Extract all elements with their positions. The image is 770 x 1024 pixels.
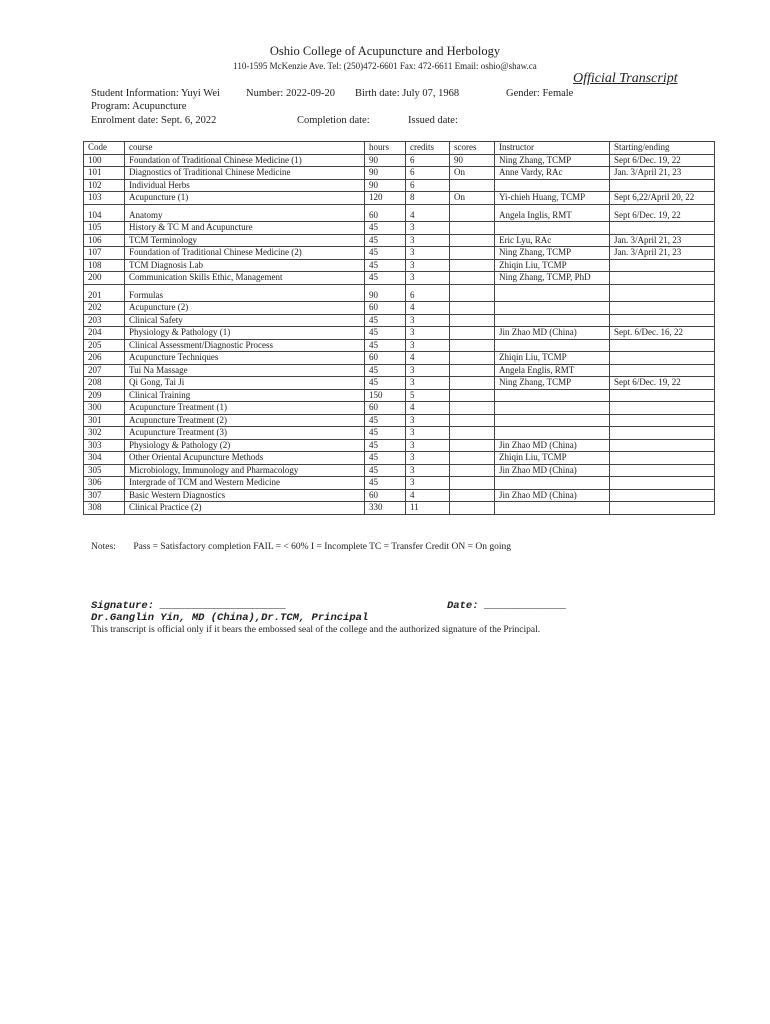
table-cell — [450, 284, 495, 302]
table-cell: 205 — [84, 339, 125, 352]
student-information: Student Information: Yuyi Wei — [91, 88, 220, 99]
table-cell: Anne Vardy, RAc — [495, 167, 610, 180]
table-row — [84, 247, 715, 260]
column-header: Instructor — [495, 142, 610, 155]
table-cell: 5 — [406, 389, 450, 402]
table-cell: 45 — [365, 364, 406, 377]
table-row — [84, 327, 715, 340]
table-cell: Formulas — [125, 284, 365, 302]
table-cell — [450, 204, 495, 222]
table-cell: 45 — [365, 464, 406, 477]
table-cell: 3 — [406, 439, 450, 452]
table-cell: 3 — [406, 477, 450, 490]
table-cell — [495, 339, 610, 352]
table-cell: 3 — [406, 414, 450, 427]
table-cell: 45 — [365, 222, 406, 235]
table-cell: Physiology & Pathology (2) — [125, 439, 365, 452]
table-cell: 45 — [365, 452, 406, 465]
table-cell: 120 — [365, 192, 406, 205]
table-cell: 60 — [365, 402, 406, 415]
table-cell — [450, 339, 495, 352]
table-cell: Jin Zhao MD (China) — [495, 464, 610, 477]
table-cell: 90 — [365, 167, 406, 180]
table-cell: 45 — [365, 427, 406, 440]
table-row — [84, 352, 715, 365]
table-cell: 4 — [406, 204, 450, 222]
table-cell: 8 — [406, 192, 450, 205]
table-cell: 45 — [365, 439, 406, 452]
table-cell — [450, 364, 495, 377]
table-cell: 90 — [365, 179, 406, 192]
table-cell: 204 — [84, 327, 125, 340]
table-cell: Ning Zhang, TCMP, PhD — [495, 272, 610, 285]
table-cell — [610, 179, 715, 192]
table-cell — [495, 402, 610, 415]
table-cell — [610, 314, 715, 327]
table-row — [84, 414, 715, 427]
table-cell: 6 — [406, 154, 450, 167]
column-header: scores — [450, 142, 495, 155]
table-cell: 308 — [84, 502, 125, 515]
table-cell: 3 — [406, 247, 450, 260]
table-cell: 106 — [84, 234, 125, 247]
table-row — [84, 272, 715, 285]
table-cell: Clinical Assessment/Diagnostic Process — [125, 339, 365, 352]
table-cell — [610, 259, 715, 272]
table-cell: 200 — [84, 272, 125, 285]
table-cell — [450, 302, 495, 315]
disclaimer: This transcript is official only if it bears the embossed seal of the college and the authorized signature of the Principal. — [91, 625, 541, 635]
table-cell: 45 — [365, 234, 406, 247]
table-row — [84, 204, 715, 222]
table-cell: Sept 6/Dec. 19, 22 — [610, 154, 715, 167]
table-cell — [450, 477, 495, 490]
table-cell: 107 — [84, 247, 125, 260]
table-cell: 3 — [406, 222, 450, 235]
table-cell: 60 — [365, 204, 406, 222]
table-cell: Ning Zhang, TCMP — [495, 247, 610, 260]
table-cell: Jan. 3/April 21, 23 — [610, 167, 715, 180]
column-header: course — [125, 142, 365, 155]
table-cell — [610, 364, 715, 377]
table-cell — [610, 452, 715, 465]
table-cell — [450, 439, 495, 452]
table-cell — [450, 427, 495, 440]
table-cell: Jin Zhao MD (China) — [495, 489, 610, 502]
table-row — [84, 167, 715, 180]
program: Program: Acupuncture — [91, 101, 187, 112]
college-contact: 110-1595 McKenzie Ave. Tel: (250)472-6601 Fax: 472-6611 Email: oshio@shaw.ca — [233, 61, 537, 71]
table-cell: 3 — [406, 364, 450, 377]
table-row — [84, 192, 715, 205]
table-cell: 4 — [406, 302, 450, 315]
table-cell — [610, 272, 715, 285]
table-cell — [450, 377, 495, 390]
table-cell: 90 — [365, 284, 406, 302]
table-cell: Foundation of Traditional Chinese Medicine (2) — [125, 247, 365, 260]
table-cell: 101 — [84, 167, 125, 180]
table-cell: 303 — [84, 439, 125, 452]
table-cell — [610, 477, 715, 490]
table-row — [84, 477, 715, 490]
table-cell: 104 — [84, 204, 125, 222]
table-cell — [610, 427, 715, 440]
table-row — [84, 302, 715, 315]
table-cell: Acupuncture Treatment (3) — [125, 427, 365, 440]
table-cell: 209 — [84, 389, 125, 402]
table-row — [84, 314, 715, 327]
table-cell: Jin Zhao MD (China) — [495, 439, 610, 452]
table-cell: Anatomy — [125, 204, 365, 222]
table-cell: Sept. 6/Dec. 16, 22 — [610, 327, 715, 340]
table-cell: TCM Terminology — [125, 234, 365, 247]
table-cell: 201 — [84, 284, 125, 302]
notes — [91, 542, 511, 552]
table-cell — [450, 234, 495, 247]
table-cell: Qi Gong, Tai Ji — [125, 377, 365, 390]
table-cell — [450, 259, 495, 272]
table-cell: 330 — [365, 502, 406, 515]
completion-date: Completion date: — [297, 115, 370, 126]
table-cell: Foundation of Traditional Chinese Medicine (1) — [125, 154, 365, 167]
table-cell: 306 — [84, 477, 125, 490]
table-cell: 3 — [406, 314, 450, 327]
table-cell: 3 — [406, 259, 450, 272]
table-cell — [450, 414, 495, 427]
table-cell: 45 — [365, 477, 406, 490]
table-cell: 4 — [406, 402, 450, 415]
table-cell — [450, 352, 495, 365]
table-cell: Communication Skills Ethic, Management — [125, 272, 365, 285]
table-cell — [450, 179, 495, 192]
table-cell: 302 — [84, 427, 125, 440]
table-cell: 100 — [84, 154, 125, 167]
table-row — [84, 284, 715, 302]
table-cell: 3 — [406, 234, 450, 247]
table-cell: 6 — [406, 179, 450, 192]
table-cell: Zhiqin Liu, TCMP — [495, 452, 610, 465]
table-cell: 3 — [406, 452, 450, 465]
table-cell — [495, 222, 610, 235]
table-cell: Acupuncture Treatment (1) — [125, 402, 365, 415]
table-cell: 203 — [84, 314, 125, 327]
table-cell: 305 — [84, 464, 125, 477]
table-cell: 3 — [406, 464, 450, 477]
issued-date: Issued date: — [408, 115, 458, 126]
table-cell — [610, 389, 715, 402]
official-transcript-title: Official Transcript — [573, 71, 678, 86]
table-cell — [610, 402, 715, 415]
table-cell — [450, 327, 495, 340]
table-row — [84, 402, 715, 415]
course-table — [83, 141, 715, 515]
table-cell: 45 — [365, 339, 406, 352]
column-header: credits — [406, 142, 450, 155]
table-cell — [450, 272, 495, 285]
table-cell — [495, 302, 610, 315]
table-cell — [450, 247, 495, 260]
enrolment-date: Enrolment date: Sept. 6, 2022 — [91, 115, 217, 126]
column-header: hours — [365, 142, 406, 155]
table-cell: Physiology & Pathology (1) — [125, 327, 365, 340]
table-cell: Clinical Safety — [125, 314, 365, 327]
table-row — [84, 502, 715, 515]
table-cell — [450, 452, 495, 465]
table-cell: 3 — [406, 339, 450, 352]
table-row — [84, 427, 715, 440]
table-row — [84, 377, 715, 390]
table-cell: Ning Zhang, TCMP — [495, 377, 610, 390]
principal-name: Dr.Ganglin Yin, MD (China),Dr.TCM, Principal — [91, 612, 369, 624]
table-cell — [495, 477, 610, 490]
table-cell — [495, 314, 610, 327]
table-cell: TCM Diagnosis Lab — [125, 259, 365, 272]
table-cell: Eric Lyu, RAc — [495, 234, 610, 247]
table-cell — [450, 502, 495, 515]
table-row — [84, 222, 715, 235]
table-cell: 4 — [406, 489, 450, 502]
table-cell: 304 — [84, 452, 125, 465]
table-cell — [450, 314, 495, 327]
table-cell — [450, 402, 495, 415]
table-row — [84, 154, 715, 167]
table-row — [84, 234, 715, 247]
gender: Gender: Female — [506, 88, 574, 99]
column-header: Starting/ending — [610, 142, 715, 155]
table-cell: Angela Englis, RMT — [495, 364, 610, 377]
table-cell — [610, 339, 715, 352]
table-cell: Tui Na Massage — [125, 364, 365, 377]
table-cell — [495, 502, 610, 515]
table-cell — [610, 502, 715, 515]
table-cell: 60 — [365, 489, 406, 502]
table-cell: Microbiology, Immunology and Pharmacology — [125, 464, 365, 477]
table-cell — [495, 179, 610, 192]
table-cell: 102 — [84, 179, 125, 192]
table-cell: 45 — [365, 247, 406, 260]
table-cell: 108 — [84, 259, 125, 272]
table-cell: 206 — [84, 352, 125, 365]
table-cell — [495, 427, 610, 440]
table-cell: 3 — [406, 327, 450, 340]
table-cell: 90 — [365, 154, 406, 167]
table-cell: 6 — [406, 167, 450, 180]
table-cell: Zhiqin Liu, TCMP — [495, 259, 610, 272]
table-cell: Jan. 3/April 21, 23 — [610, 234, 715, 247]
table-cell: 300 — [84, 402, 125, 415]
table-cell: 45 — [365, 272, 406, 285]
table-row — [84, 179, 715, 192]
table-cell — [610, 302, 715, 315]
table-cell: 301 — [84, 414, 125, 427]
table-cell: 6 — [406, 284, 450, 302]
table-cell: 150 — [365, 389, 406, 402]
table-row — [84, 452, 715, 465]
table-cell: 4 — [406, 352, 450, 365]
table-cell: Sept 6/Dec. 19, 22 — [610, 377, 715, 390]
table-cell: 45 — [365, 414, 406, 427]
notes-text: Pass = Satisfactory completion FAIL = < 60% I = Incomplete TC = Transfer Credit ON = On going — [133, 542, 511, 552]
birth-date: Birth date: July 07, 1968 — [355, 88, 460, 99]
table-cell — [495, 389, 610, 402]
table-cell: 3 — [406, 377, 450, 390]
table-cell: 11 — [406, 502, 450, 515]
table-cell: 60 — [365, 352, 406, 365]
college-name: Oshio College of Acupuncture and Herbology — [269, 44, 501, 58]
table-cell: 103 — [84, 192, 125, 205]
table-cell: Acupuncture (1) — [125, 192, 365, 205]
table-cell: History & TC M and Acupuncture — [125, 222, 365, 235]
table-cell — [610, 284, 715, 302]
table-cell — [610, 464, 715, 477]
signature-line: Signature: ____________________ — [91, 600, 287, 612]
table-cell: Jan. 3/April 21, 23 — [610, 247, 715, 260]
table-cell — [610, 414, 715, 427]
table-cell: 202 — [84, 302, 125, 315]
table-cell: Clinical Practice (2) — [125, 502, 365, 515]
table-cell: Basic Western Diagnostics — [125, 489, 365, 502]
table-cell — [610, 222, 715, 235]
table-row — [84, 389, 715, 402]
table-cell: Diagnostics of Traditional Chinese Medicine — [125, 167, 365, 180]
table-cell: Angela Inglis, RMT — [495, 204, 610, 222]
table-cell — [495, 414, 610, 427]
table-cell: Individual Herbs — [125, 179, 365, 192]
table-cell: 307 — [84, 489, 125, 502]
table-cell — [450, 464, 495, 477]
table-cell: 207 — [84, 364, 125, 377]
table-row — [84, 259, 715, 272]
student-number: Number: 2022-09-20 — [246, 88, 335, 99]
table-cell: Ning Zhang, TCMP — [495, 154, 610, 167]
date-line: Date: _____________ — [447, 600, 567, 612]
table-cell: 105 — [84, 222, 125, 235]
table-cell: 208 — [84, 377, 125, 390]
table-cell: Clinical Training — [125, 389, 365, 402]
table-cell: Intergrade of TCM and Western Medicine — [125, 477, 365, 490]
table-cell: On — [450, 192, 495, 205]
table-cell: Yi-chieh Huang, TCMP — [495, 192, 610, 205]
table-cell: Acupuncture (2) — [125, 302, 365, 315]
table-cell: 45 — [365, 314, 406, 327]
table-row — [84, 489, 715, 502]
table-row — [84, 364, 715, 377]
table-cell: On — [450, 167, 495, 180]
table-cell — [610, 352, 715, 365]
table-row — [84, 339, 715, 352]
table-cell: 60 — [365, 302, 406, 315]
notes-label: Notes: — [91, 542, 116, 552]
table-row — [84, 464, 715, 477]
table-cell: Acupuncture Techniques — [125, 352, 365, 365]
table-cell — [450, 222, 495, 235]
table-cell — [610, 489, 715, 502]
table-cell — [610, 439, 715, 452]
table-cell: 45 — [365, 259, 406, 272]
table-cell: 45 — [365, 327, 406, 340]
table-cell: Sept 6,22/April 20, 22 — [610, 192, 715, 205]
table-cell: Acupuncture Treatment (2) — [125, 414, 365, 427]
table-cell: 90 — [450, 154, 495, 167]
table-cell — [495, 284, 610, 302]
table-cell — [450, 389, 495, 402]
table-cell: Other Oriental Acupuncture Methods — [125, 452, 365, 465]
table-cell: 3 — [406, 272, 450, 285]
table-row — [84, 439, 715, 452]
table-header-row — [84, 142, 715, 155]
table-cell: Jin Zhao MD (China) — [495, 327, 610, 340]
table-cell: Zhiqin Liu, TCMP — [495, 352, 610, 365]
table-cell — [450, 489, 495, 502]
table-cell: 3 — [406, 427, 450, 440]
table-cell: Sept 6/Dec. 19, 22 — [610, 204, 715, 222]
table-cell: 45 — [365, 377, 406, 390]
column-header: Code — [84, 142, 125, 155]
